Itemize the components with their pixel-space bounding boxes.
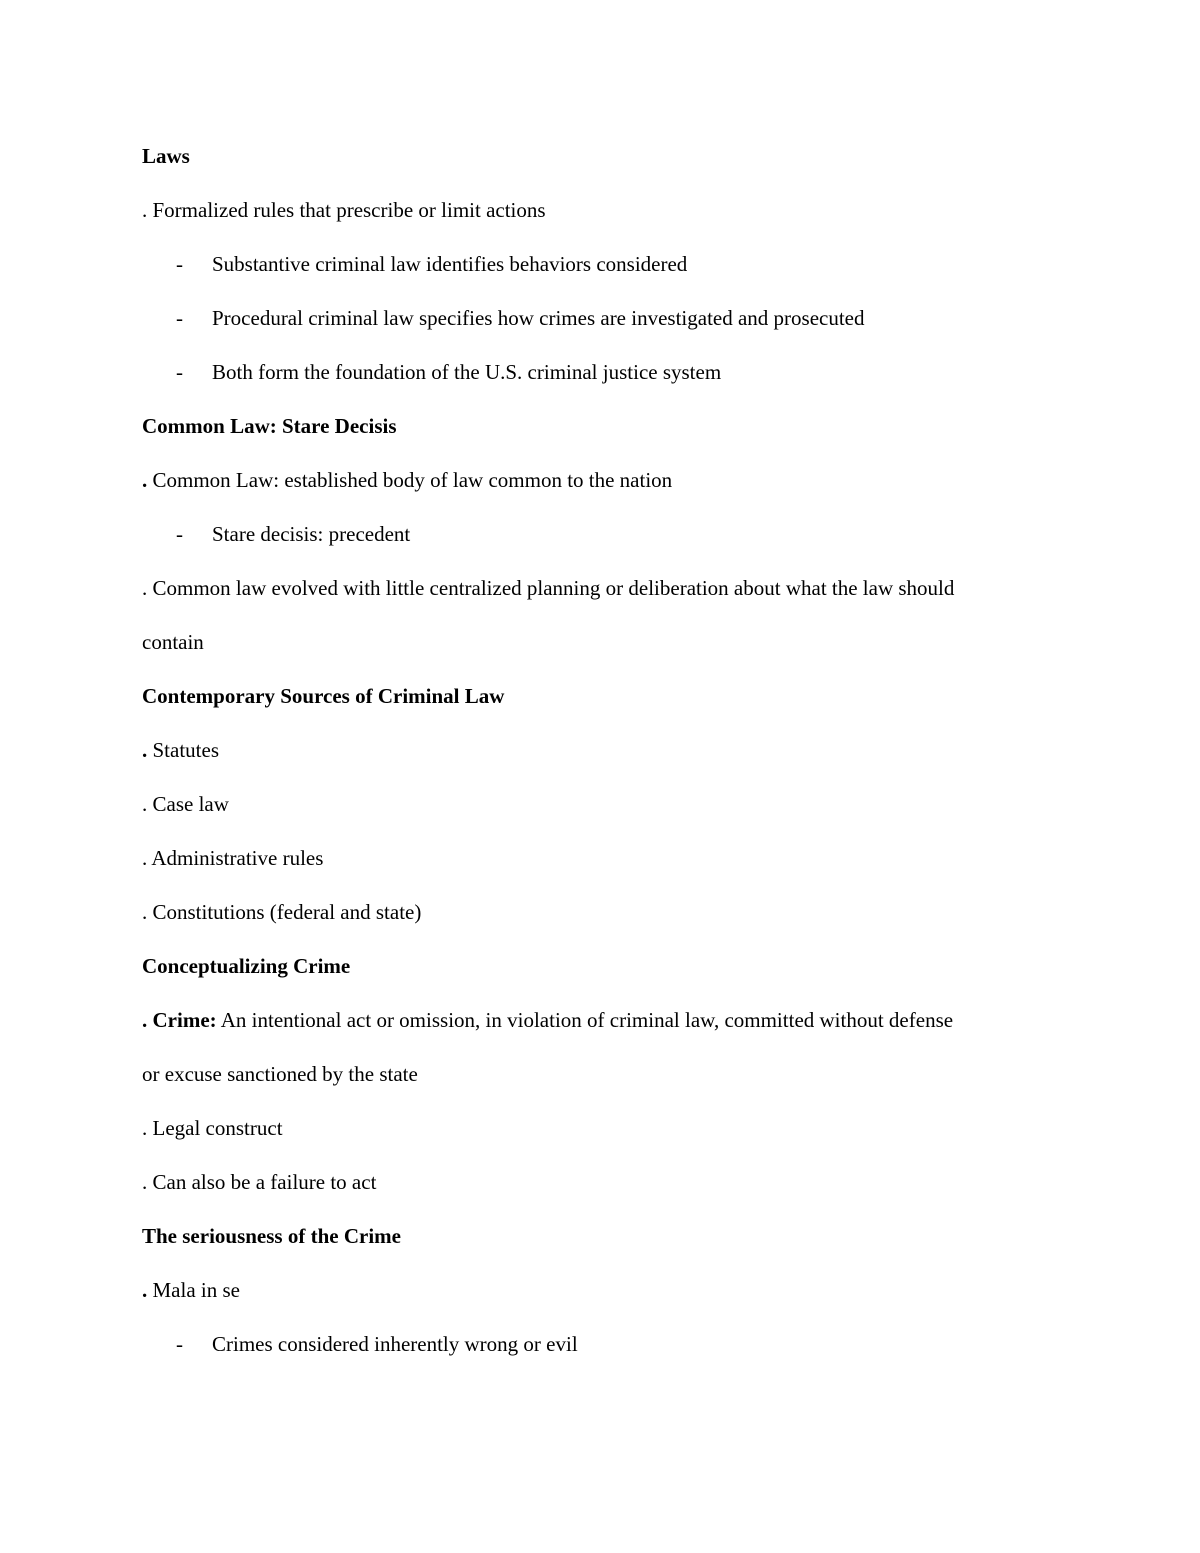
bullet-text: Legal construct — [152, 1116, 283, 1140]
bullet-dot: . — [142, 1278, 153, 1302]
bullet-dot: . — [142, 198, 153, 222]
bullet-text: Common law evolved with little centralized planning or deliberation about what the law should — [152, 576, 955, 600]
document-body — [142, 129, 1082, 1371]
dash-item — [142, 237, 1082, 291]
bullet-point — [142, 561, 1082, 615]
bullet-point — [142, 1101, 1082, 1155]
bullet-point — [142, 831, 1082, 885]
bullet-text: Formalized rules that prescribe or limit actions — [152, 198, 546, 222]
dash-item-text: Crimes considered inherently wrong or evil — [212, 1332, 578, 1356]
bullet-text: An intentional act or omission, in violation of criminal law, committed without defense — [220, 1008, 954, 1032]
dash-marker: - — [176, 306, 183, 330]
bullet-text: Statutes — [152, 738, 219, 762]
bullet-dot: . — [142, 468, 153, 492]
dash-item — [142, 507, 1082, 561]
dash-item-text: Substantive criminal law identifies behaviors considered — [212, 252, 688, 276]
bullet-text: Can also be a failure to act — [152, 1170, 377, 1194]
section-heading-seriousness: The seriousness of the Crime — [142, 1224, 401, 1248]
bullet-point — [142, 183, 1082, 237]
dash-marker: - — [176, 360, 183, 384]
dash-item-text: Procedural criminal law specifies how crimes are investigated and prosecuted — [212, 306, 865, 330]
bullet-point — [142, 1263, 1082, 1317]
bullet-text: Case law — [152, 792, 229, 816]
section-heading-contemporary-sources: Contemporary Sources of Criminal Law — [142, 684, 505, 708]
bullet-text: Mala in se — [152, 1278, 240, 1302]
section-heading-conceptualizing-crime: Conceptualizing Crime — [142, 954, 351, 978]
dash-marker: - — [176, 252, 183, 276]
dash-item — [142, 1317, 1082, 1371]
bullet-point — [142, 723, 1082, 777]
defined-term: Crime: — [152, 1008, 217, 1032]
bullet-dot: . — [142, 792, 153, 816]
dash-item — [142, 291, 1082, 345]
bullet-point — [142, 1155, 1082, 1209]
bullet-point — [142, 777, 1082, 831]
section-heading-laws: Laws — [142, 144, 190, 168]
section-heading-common-law: Common Law: Stare Decisis — [142, 414, 397, 438]
continuation-line: contain — [142, 630, 204, 654]
dash-item-text: Both form the foundation of the U.S. criminal justice system — [212, 360, 722, 384]
dash-marker: - — [176, 1332, 183, 1356]
bullet-point — [142, 453, 1082, 507]
bullet-text: Administrative rules — [151, 846, 324, 870]
bullet-text: Constitutions (federal and state) — [152, 900, 422, 924]
bullet-dot: . — [142, 900, 153, 924]
bullet-dot: . — [142, 738, 153, 762]
bullet-dot: . — [142, 846, 152, 870]
bullet-dot: . — [142, 576, 153, 600]
dash-marker: - — [176, 522, 183, 546]
dash-item-text: Stare decisis: precedent — [212, 522, 411, 546]
bullet-dot: . — [142, 1008, 153, 1032]
bullet-point — [142, 885, 1082, 939]
bullet-point — [142, 993, 1082, 1047]
bullet-dot: . — [142, 1170, 153, 1194]
bullet-text: Common Law: established body of law common to the nation — [152, 468, 673, 492]
dash-item — [142, 345, 1082, 399]
bullet-dot: . — [142, 1116, 153, 1140]
continuation-line: or excuse sanctioned by the state — [142, 1062, 418, 1086]
